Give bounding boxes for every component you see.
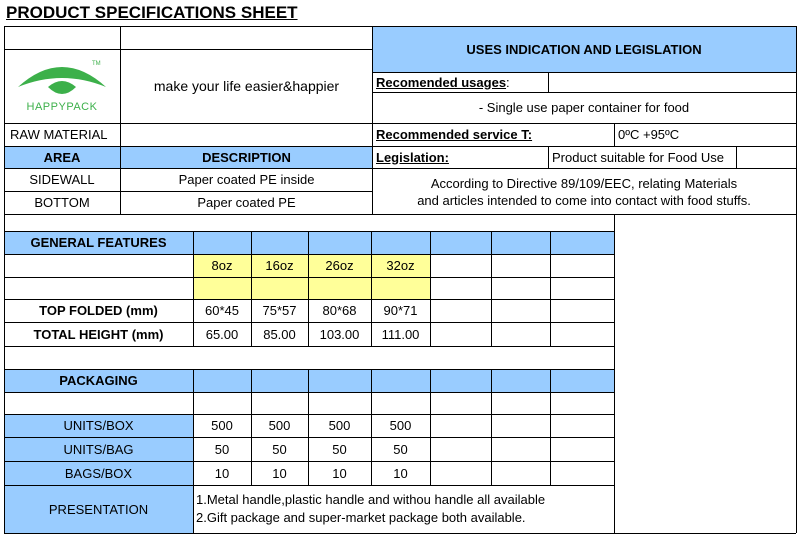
presentation-line-1: 1.Metal handle,plastic handle and withou handle all available bbox=[196, 492, 546, 507]
size-8oz: 8oz bbox=[211, 258, 233, 273]
bags-box-8oz: 10 bbox=[214, 465, 230, 481]
directive-line-1: According to Directive 89/109/EEC, relating Materials bbox=[430, 176, 738, 191]
bags-box-label: BAGS/BOX bbox=[64, 465, 133, 481]
presentation-line-2: 2.Gift package and super-market package both available. bbox=[196, 510, 526, 525]
recommended-usages-colon: : bbox=[506, 74, 510, 90]
raw-material-label: RAW MATERIAL bbox=[10, 127, 108, 142]
company-logo bbox=[4, 49, 120, 123]
units-bag-26oz: 50 bbox=[332, 441, 347, 457]
uses-header: USES INDICATION AND LEGISLATION bbox=[372, 27, 796, 72]
total-height-8oz: 65.00 bbox=[205, 326, 239, 342]
legislation-label-cell bbox=[372, 146, 548, 168]
units-box-32oz: 500 bbox=[389, 418, 412, 433]
size-26oz: 26oz bbox=[325, 258, 354, 273]
area-bottom: BOTTOM bbox=[34, 195, 90, 210]
recommended-usages-label: Recomended usages bbox=[376, 74, 507, 90]
legislation-label: Legislation: bbox=[376, 149, 449, 165]
size-32oz: 32oz bbox=[386, 258, 415, 273]
description-header: DESCRIPTION bbox=[121, 146, 372, 168]
top-folded-label: TOP FOLDED (mm) bbox=[39, 303, 158, 318]
service-temp-label: Recommended service T: bbox=[376, 127, 533, 142]
description-bottom: Paper coated PE bbox=[197, 195, 296, 210]
bags-box-16oz: 10 bbox=[272, 465, 287, 481]
service-temp-label-cell bbox=[372, 123, 614, 146]
recommended-usages-label-cell bbox=[372, 72, 548, 92]
top-folded-26oz: 80*68 bbox=[322, 303, 357, 318]
total-height-16oz: 85.00 bbox=[263, 326, 296, 342]
top-folded-32oz: 90*71 bbox=[383, 303, 418, 318]
presentation-label: PRESENTATION bbox=[48, 501, 149, 517]
packaging-header: PACKAGING bbox=[4, 369, 193, 392]
top-folded-8oz: 60*45 bbox=[205, 303, 239, 318]
trademark-mark: TM bbox=[92, 61, 101, 67]
total-height-32oz: 111.00 bbox=[381, 326, 420, 342]
presentation-text bbox=[193, 485, 614, 533]
general-features-header: GENERAL FEATURES bbox=[4, 231, 193, 254]
area-header: AREA bbox=[4, 146, 120, 168]
units-bag-16oz: 50 bbox=[272, 441, 287, 457]
units-bag-32oz: 50 bbox=[393, 441, 408, 457]
legislation-value: Product suitable for Food Use bbox=[552, 149, 724, 165]
units-box-8oz: 500 bbox=[211, 418, 233, 433]
directive-line-2: and articles intended to come into contact with food stuffs. bbox=[417, 193, 751, 208]
units-box-26oz: 500 bbox=[328, 418, 351, 433]
units-bag-label: UNITS/BAG bbox=[63, 441, 134, 457]
company-slogan: make your life easier&happier bbox=[153, 78, 340, 94]
top-folded-16oz: 75*57 bbox=[262, 303, 297, 318]
area-sidewall: SIDEWALL bbox=[29, 172, 95, 187]
size-16oz: 16oz bbox=[265, 258, 294, 273]
service-temp-value: 0ºC +95ºC bbox=[618, 127, 680, 142]
description-sidewall: Paper coated PE inside bbox=[178, 172, 315, 187]
units-box-16oz: 500 bbox=[268, 418, 291, 433]
bags-box-32oz: 10 bbox=[393, 465, 408, 481]
units-bag-8oz: 50 bbox=[214, 441, 230, 457]
directive-text bbox=[372, 170, 796, 214]
recommended-usages-value: - Single use paper container for food bbox=[478, 100, 690, 115]
bags-box-26oz: 10 bbox=[332, 465, 347, 481]
total-height-26oz: 103.00 bbox=[319, 326, 360, 342]
logo-text: HAPPYPACK bbox=[26, 101, 98, 113]
units-box-label: UNITS/BOX bbox=[63, 418, 134, 433]
page-title: PRODUCT SPECIFICATIONS SHEET bbox=[6, 3, 298, 22]
total-height-label: TOTAL HEIGHT (mm) bbox=[33, 326, 164, 342]
